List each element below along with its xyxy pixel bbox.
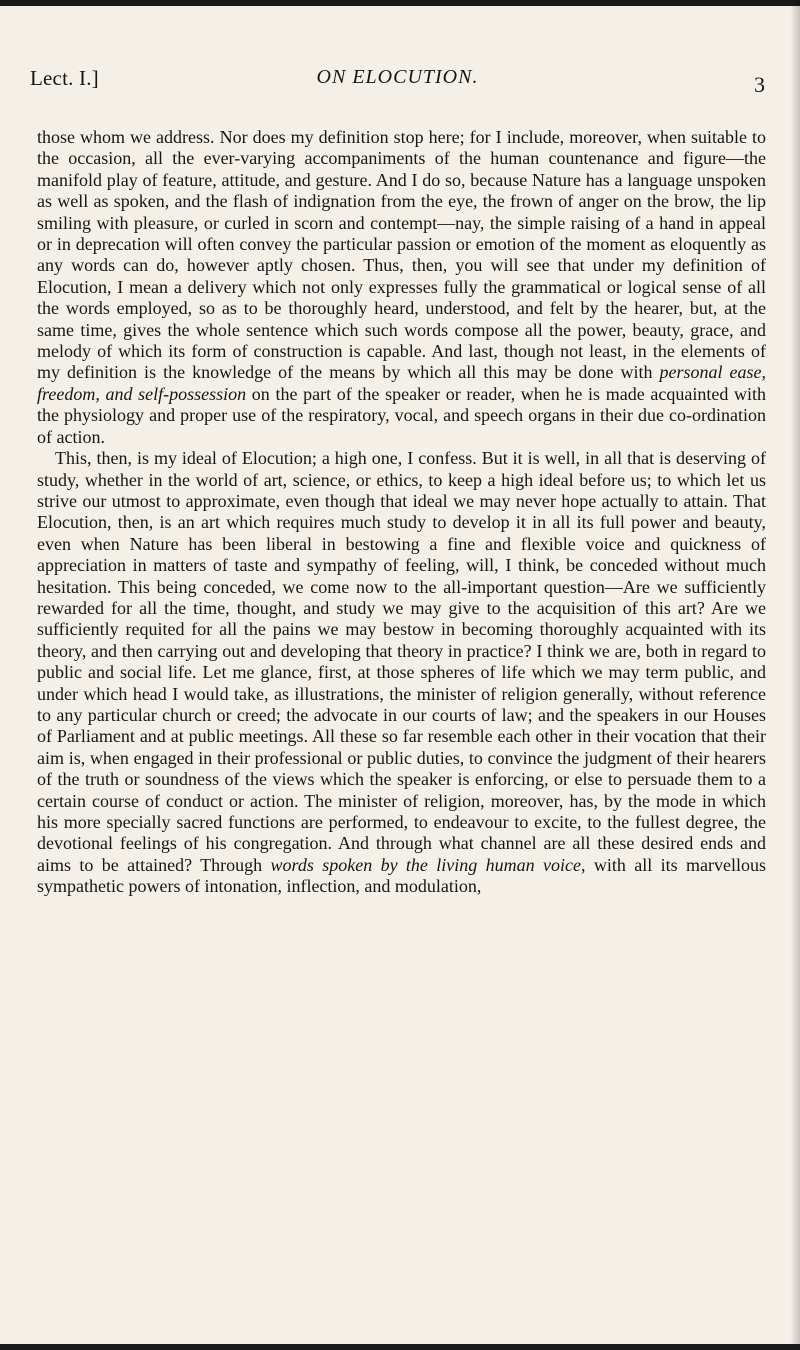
top-edge-rule — [0, 0, 800, 6]
paragraph-text: on the part of the speaker or reader, when he is made acquainted with the physiology and proper use of the respiratory, vocal, and speech organs in their due co-ordination of action. — [37, 383, 766, 447]
bottom-edge-rule — [0, 1344, 800, 1350]
italic-phrase: personal ease, freedom, and self-possession — [37, 362, 767, 404]
page-edge-shadow — [790, 0, 800, 1350]
paragraph-text: This, then, is my ideal of Elocution; a high one, I confess. But it is well, in all that is deserving of study, whether in the world of art, science, or ethics, to keep a high ideal before us; to which let us strive our utmost to approximate, even though that ideal we may never hope actually to attain. That Elocution, then, is an art which requires much study to develop it in all its full power and beauty, even when Nature has been liberal in bestowing a fine and flexible voice and quickness of appreciation in matters of taste and sympathy of feeling, will, I think, be conceded without much hesitation. This being conceded, we come now to the all-important question—Are we sufficiently rewarded for all the time, thought, and study we may give to the acquisition of this art? Are we sufficiently requited for all the pains we may bestow in becoming thoroughly acquainted with its theory, and then carrying out and developing that theory in practice? I think we are, both in regard to public and social life. Let me glance, first, at those spheres of life which we may term public, and under which head I would take, as illustrations, the minister of religion generally, without reference to any particular church or creed; the advocate in our courts of law; and the speakers in our Houses of Parliament and at public meetings. All these so far resemble each other in their vocation that their aim is, when engaged in their professional or public duties, to convince the judgment of their hearers of the truth or soundness of the views which the speaker is enforcing, or else to persuade them to a certain course of conduct or action. The minister of religion, moreover, has, by the mode in which his more specially sacred functions are performed, to endeavour to excite, to the fullest degree, the devotional feelings of his congregation. And through what channel are all these desired ends and aims to be attained? Through — [37, 448, 766, 875]
body-text — [37, 127, 766, 898]
paragraph-text: , with all its marvellous sympathetic powers of intonation, inflection, and modulation, — [37, 854, 766, 897]
paragraph-definition — [37, 127, 766, 448]
italic-phrase: words spoken by the living human voice — [270, 854, 581, 875]
lecture-reference: Lect. I.] — [30, 66, 99, 90]
paragraph-text: those whom we address. Nor does my definition stop here; for I include, moreover, when suitable to the occasion, all the ever-varying accompaniments of the human countenance and figure—the manifold play of feature, attitude, and gesture. And I do so, because Nature has a language unspoken as well as spoken, and the flash of indignation from the eye, the frown of anger on the brow, the lip smiling with pleasure, or curled in scorn and contempt—nay, the simple raising of a hand in appeal or in deprecation will often convey the particular passion or emotion of the moment as eloquently as any words can do, however aptly chosen. Thus, then, you will see that under my definition of Elocution, I mean a delivery which not only expresses fully the grammatical or logical sense of all the words employed, so as to be thoroughly heard, understood, and felt by the hearer, but, at the same time, gives the whole sentence which such words compose all the power, beauty, grace, and melody of which its form of construction is capable. And last, though not least, in the elements of my definition is the knowledge of the means by which all this may be done with — [37, 127, 766, 383]
paragraph-ideal — [37, 448, 766, 898]
running-title: ON ELOCUTION. — [316, 66, 479, 88]
running-head — [30, 66, 765, 100]
page-number: 3 — [754, 72, 765, 97]
